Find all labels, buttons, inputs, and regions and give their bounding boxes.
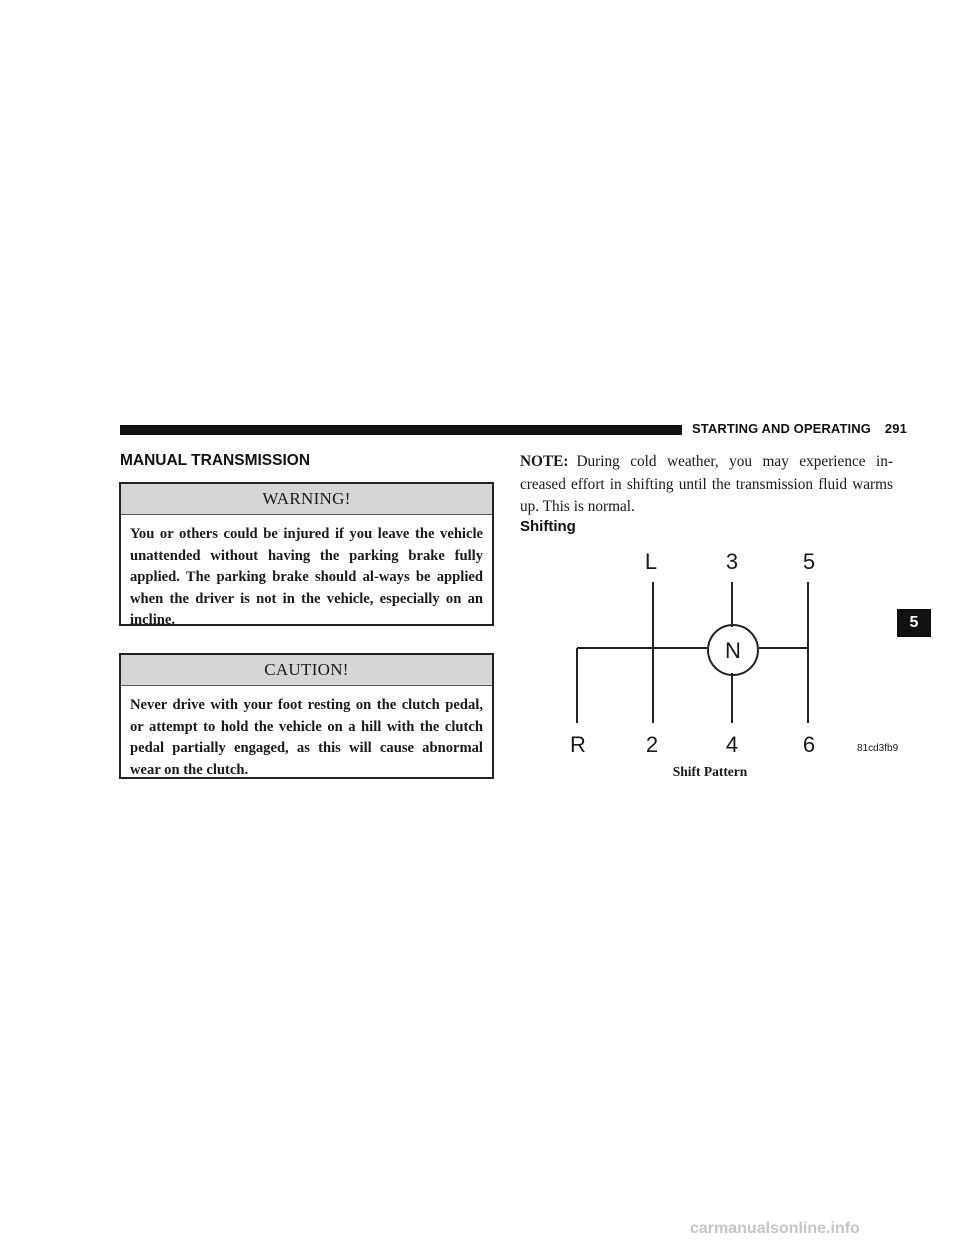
- gear-label-4: 4: [725, 732, 739, 757]
- warning-text: You or others could be injured if you leave the vehicle unattended without having the parking brake fully applied. The parking brake should al-ways be applied when the driver is not in the vehicle, especially on an incline.: [130, 526, 483, 628]
- figure-caption: Shift Pattern: [672, 764, 748, 779]
- shift-pattern-svg: [560, 540, 900, 770]
- gear-label-5: 5: [802, 549, 816, 574]
- gear-label-n: N: [725, 638, 741, 663]
- header-section-title: STARTING AND OPERATING: [692, 421, 871, 436]
- caution-text: Never drive with your foot resting on the clutch pedal, or attempt to hold the vehicle on a hill with the clutch pedal partially engaged, as this will cause abnormal wear on the clutch.: [130, 697, 483, 778]
- caution-box: [119, 653, 494, 779]
- warning-box: [119, 482, 494, 626]
- shifting-subheading: Shifting: [520, 518, 576, 535]
- section-title: MANUAL TRANSMISSION: [120, 452, 311, 469]
- gear-label-2: 2: [645, 732, 659, 757]
- note-paragraph: [520, 451, 893, 519]
- shift-pattern-diagram: [560, 540, 900, 770]
- gear-label-6: 6: [802, 732, 816, 757]
- note-label: NOTE:: [520, 453, 569, 470]
- chapter-tab: 5: [897, 609, 931, 637]
- watermark: carmanualsonline.info: [690, 1220, 860, 1237]
- running-header: [692, 421, 912, 436]
- caution-heading: CAUTION!: [121, 655, 492, 686]
- gear-label-r: R: [570, 732, 586, 757]
- page-number: 291: [884, 421, 907, 436]
- warning-heading: WARNING!: [121, 484, 492, 515]
- note-text: During cold weather, you may experience in-creased effort in shifting until the transmission fluid warms up. This is normal.: [520, 453, 893, 515]
- gear-label-3: 3: [725, 549, 739, 574]
- gear-label-l: L: [644, 549, 658, 574]
- header-rule: [120, 425, 682, 435]
- image-code: 81cd3fb9: [857, 743, 899, 754]
